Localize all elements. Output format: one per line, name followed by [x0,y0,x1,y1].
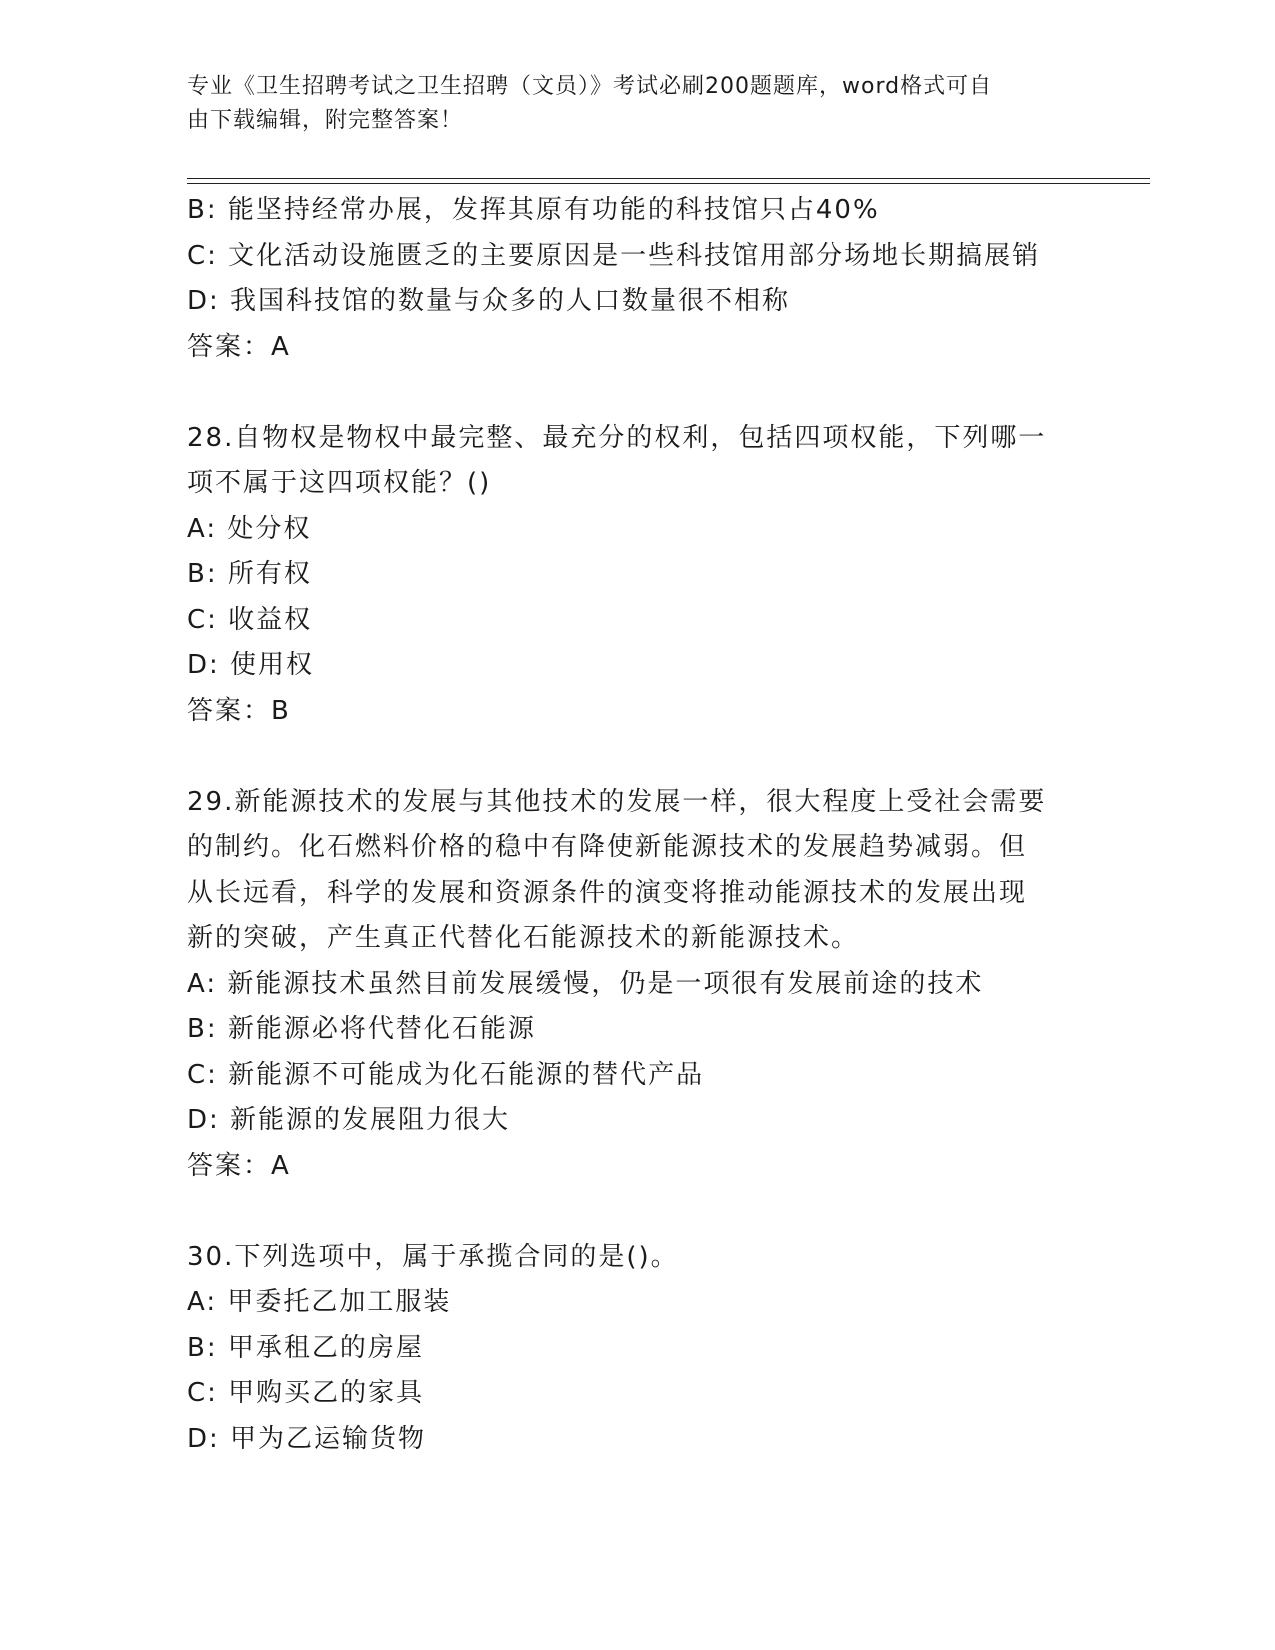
answer: 答案：A [187,1150,291,1181]
spacer [187,370,1087,416]
header-line-1: 专业《卫生招聘考试之卫生招聘（文员）》考试必刷200题题库，word格式可自 [187,74,993,99]
option-a: A: 新能源技术虽然目前发展缓慢，仍是一项很有发展前途的技术 [187,968,984,999]
question-stem: 29.新能源技术的发展与其他技术的发展一样，很大程度上受社会需要 [187,786,1047,817]
header-line-2: 由下载编辑，附完整答案！ [187,108,464,133]
option-b: B: 所有权 [187,559,312,589]
question-stem: 28.自物权是物权中最完整、最充分的权利，包括四项权能，下列哪一 [187,422,1047,453]
answer: 答案：A [187,331,291,362]
option-c: C: 甲购买乙的家具 [187,1378,425,1408]
question-stem: 项不属于这四项权能？() [187,468,492,498]
question-30 [187,1235,1087,1463]
option-d: D: 甲为乙运输货物 [187,1423,427,1454]
option-b: B: 新能源必将代替化石能源 [187,1014,536,1044]
option-d: D: 新能源的发展阻力很大 [187,1105,511,1135]
question-content [187,188,1087,1462]
option-a: A: 处分权 [187,513,312,544]
question-stem: 从长远看，科学的发展和资源条件的演变将推动能源技术的发展出现 [187,877,1028,908]
answer: 答案：B [187,695,291,726]
question-28 [187,416,1087,735]
option-a: A: 甲委托乙加工服装 [187,1287,452,1317]
document-header [187,70,1087,138]
question-stem: 的制约。化石燃料价格的稳中有降使新能源技术的发展趋势减弱。但 [187,832,1028,862]
spacer [187,1189,1087,1235]
header-divider-top [187,178,1150,179]
header-divider-bottom [187,183,1150,184]
question-stem: 新的突破，产生真正代替化石能源技术的新能源技术。 [187,923,860,953]
question-27-tail [187,188,1087,370]
question-29 [187,780,1087,1190]
option-b: B: 能坚持经常办展，发挥其原有功能的科技馆只占40% [187,195,880,225]
question-stem: 30.下列选项中，属于承揽合同的是()。 [187,1241,679,1272]
option-b: B: 甲承租乙的房屋 [187,1332,424,1363]
option-d: D: 使用权 [187,650,315,680]
option-c: C: 新能源不可能成为化石能源的替代产品 [187,1059,705,1090]
spacer [187,734,1087,780]
option-c: C: 收益权 [187,604,313,635]
option-d: D: 我国科技馆的数量与众多的人口数量很不相称 [187,286,791,316]
option-c: C: 文化活动设施匮乏的主要原因是一些科技馆用部分场地长期搞展销 [187,240,1041,271]
